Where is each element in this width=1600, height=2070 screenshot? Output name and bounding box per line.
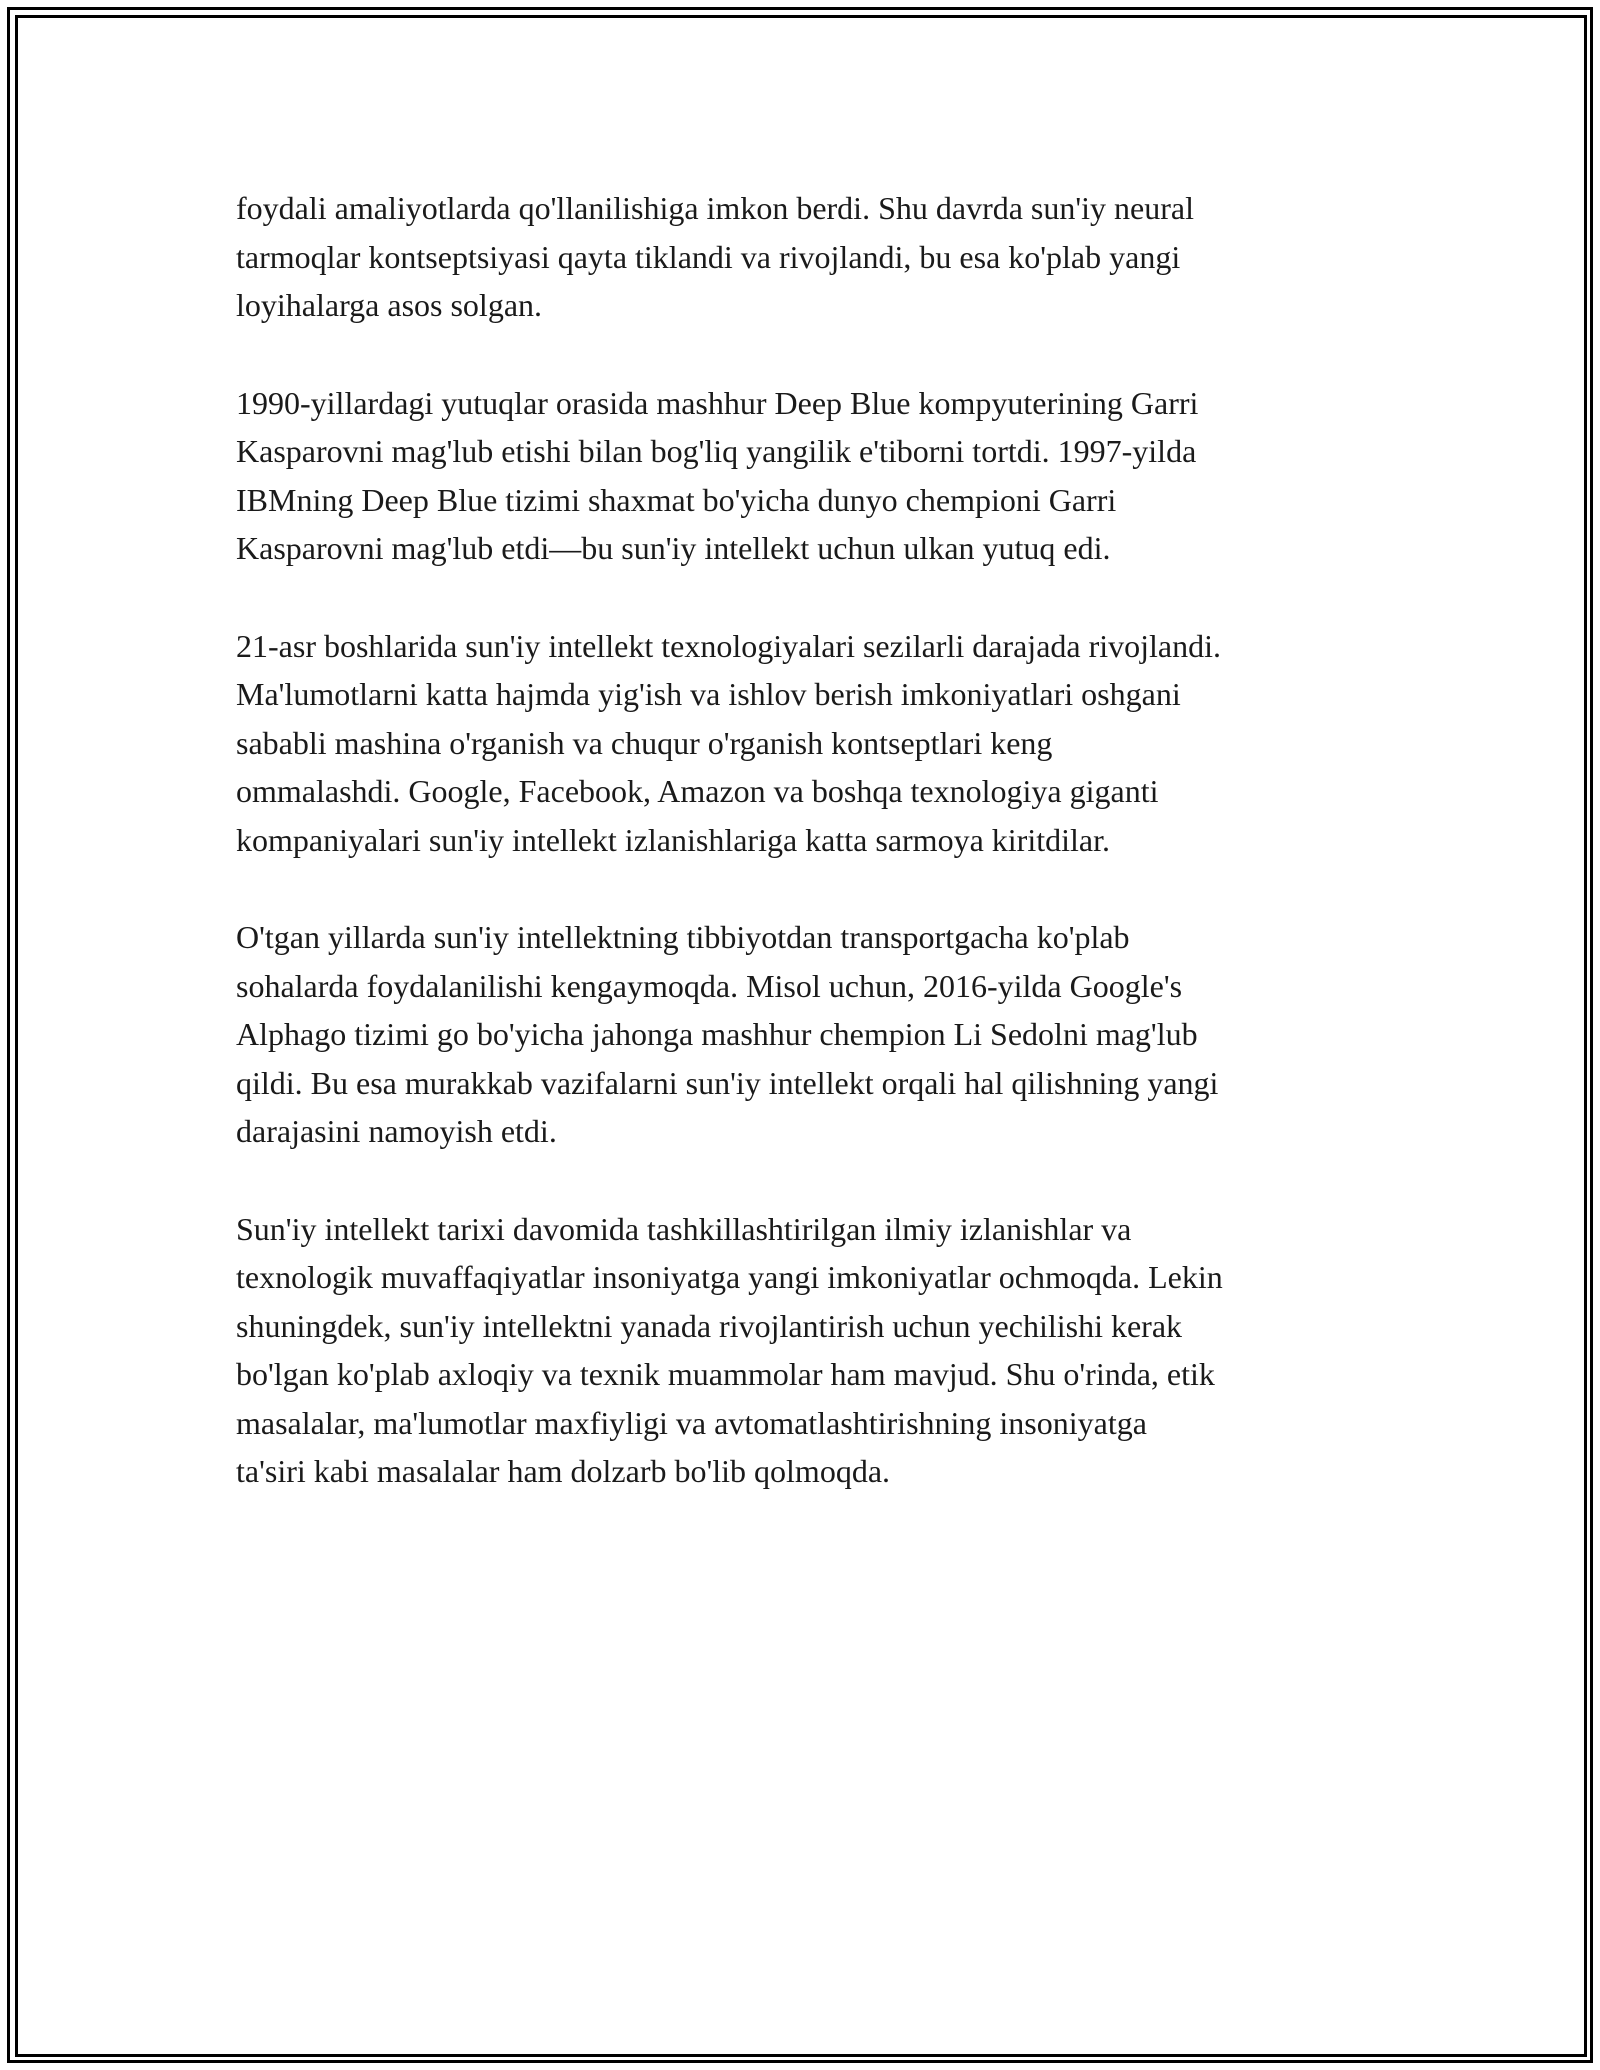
paragraph-4: O'tgan yillarda sun'iy intellektning tibbiyotdan transportgacha ko'plab sohalarda foydalanilishi kengaymoqda. Misol uchun, 2016-yilda Google's Alphago tizimi go bo'yicha jahonga mashhur chempion Li Sedolni mag'lub qildi. Bu esa murakkab vazifalarni sun'iy intellekt orqali hal qilishning yangi darajasini namoyish etdi.: [236, 919, 1219, 1149]
document-body: [236, 184, 1376, 1496]
paragraph-1: foydali amaliyotlarda qo'llanilishiga imkon berdi. Shu davrda sun'iy neural tarmoqlar kontseptsiyasi qayta tiklandi va rivojlandi, bu esa ko'plab yangi loyihalarga asos solgan.: [236, 190, 1194, 323]
paragraph-2: 1990-yillardagi yutuqlar orasida mashhur Deep Blue kompyuterining Garri Kasparovni mag'lub etishi bilan bog'liq yangilik e'tiborni tortdi. 1997-yilda IBMning Deep Blue tizimi shaxmat bo'yicha dunyo chempioni Garri Kasparovni mag'lub etdi—bu sun'iy intellekt uchun ulkan yutuq edi.: [236, 384, 1199, 566]
paragraph-3: 21-asr boshlarida sun'iy intellekt texnologiyalari sezilarli darajada rivojlandi. Ma'lumotlarni katta hajmda yig'ish va ishlov berish imkoniyatlari oshgani sababli mashina o'rganish va chuqur o'rganish kontseptlari keng ommalashdi. Google, Facebook, Amazon va boshqa texnologiya giganti kompaniyalari sun'iy intellekt izlanishlariga katta sarmoya kiritdilar.: [236, 627, 1222, 858]
paragraph-5: Sun'iy intellekt tarixi davomida tashkillashtirilgan ilmiy izlanishlar va texnologik muvaffaqiyatlar insoniyatga yangi imkoniyatlar ochmoqda. Lekin shuningdek, sun'iy intellektni yanada rivojlantirish uchun yechilishi kerak bo'lgan ko'plab axloqiy va texnik muammolar ham mavjud. Shu o'rinda, etik masalalar, ma'lumotlar maxfiyligi va avtomatlashtirishning insoniyatga ta'siri kabi masalalar ham dolzarb bo'lib qolmoqda.: [236, 1210, 1223, 1489]
